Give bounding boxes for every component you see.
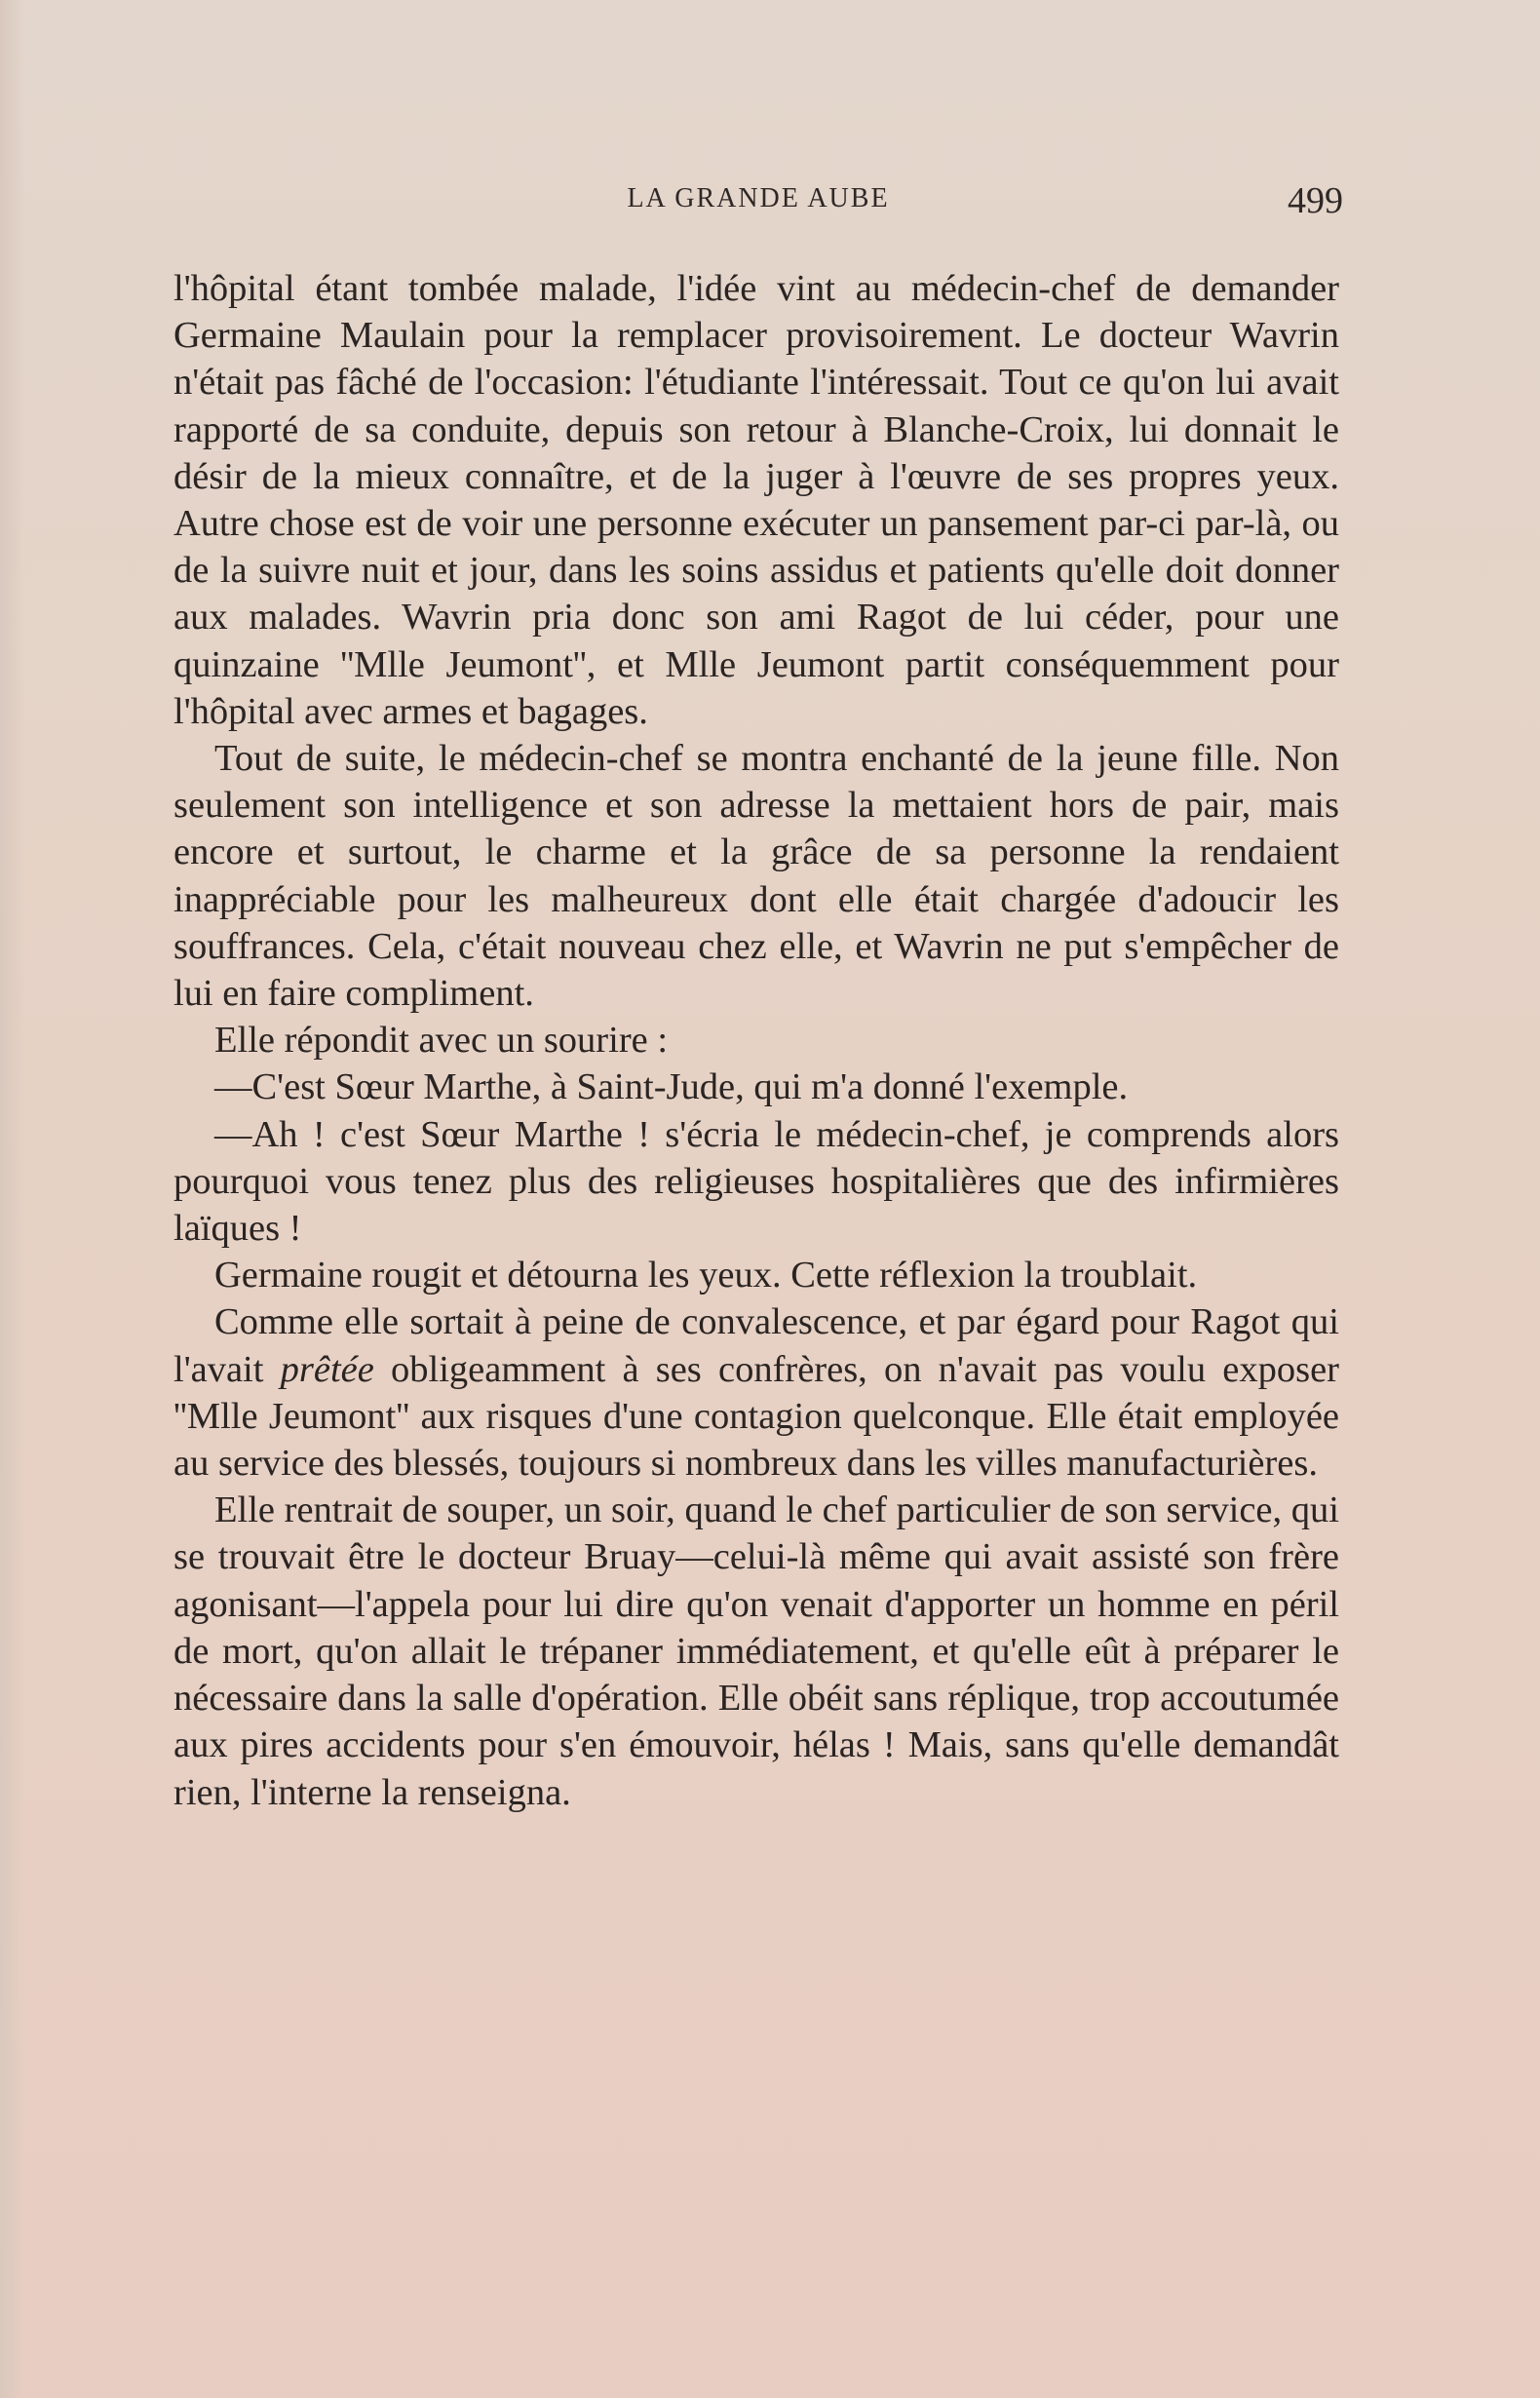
paragraph: l'hôpital étant tombée malade, l'idée vint au médecin-chef de demander Germaine Maulain pour la remplacer provisoirement. Le docteur Wavrin n'était pas fâché de l'occasion: l'étudiante l'intéressait. Tout ce qu'on lui avait rapporté de sa conduite, depuis son retour à Blanche-Croix, lui donnait le désir de la mieux connaître, et de la juger à l'œuvre de ses propres yeux. Autre chose est de voir une personne exécuter un pansement par-ci par-là, ou de la suivre nuit et jour, dans les soins assidus et patients qu'elle doit donner aux malades. Wavrin pria donc son ami Ragot de lui céder, pour une quinzaine ''Mlle Jeumont'', et Mlle Jeumont partit conséquemment pour l'hôpital avec armes et bagages. bbox=[173, 268, 1339, 732]
paragraph bbox=[173, 1298, 1339, 1487]
page-number: 499 bbox=[1288, 180, 1343, 221]
dialogue-line: —Ah ! c'est Sœur Marthe ! s'écria le médecin-chef, je comprends alors pourquoi vous tenez plus des religieuses hospitalières que des infirmières laïques ! bbox=[173, 1113, 1339, 1250]
running-head bbox=[173, 180, 1343, 222]
dialogue-line: —C'est Sœur Marthe, à Saint-Jude, qui m'a donné l'exemple. bbox=[214, 1066, 1129, 1108]
italic-word: prêtée bbox=[280, 1348, 374, 1390]
running-title: LA GRANDE AUBE bbox=[627, 183, 890, 213]
paragraph: Elle répondit avec un sourire : bbox=[214, 1020, 669, 1062]
paragraph-text: obligeamment à ses confrères, on n'avait pas voulu exposer ''Mlle Jeumont'' aux risques d'une contagion quelconque. Elle était employée au service des blessés, toujours si nombreux dans les villes manufacturières. bbox=[173, 1348, 1339, 1485]
paragraph-text: Comme elle sortait à peine de convalescence, et par égard pour Ragot qui l'avait bbox=[173, 1301, 1339, 1390]
paragraph: Germaine rougit et détourna les yeux. Cette réflexion la troublait. bbox=[214, 1255, 1198, 1296]
body-text bbox=[173, 265, 1339, 1816]
paragraph: Elle rentrait de souper, un soir, quand le chef particulier de son service, qui se trouvait être le docteur Bruay—celui-là même qui avait assisté son frère agonisant—l'appela pour lui dire qu'on venait d'apporter un homme en péril de mort, qu'on allait le trépaner immédiatement, et qu'elle eût à préparer le nécessaire dans la salle d'opération. Elle obéit sans réplique, trop accoutumée aux pires accidents pour s'en émouvoir, hélas ! Mais, sans qu'elle demandât rien, l'interne la renseigna. bbox=[173, 1489, 1339, 1813]
paragraph: Tout de suite, le médecin-chef se montra enchanté de la jeune fille. Non seulement son intelligence et son adresse la mettaient hors de pair, mais encore et surtout, le charme et la grâce de sa personne la rendaient inappréciable pour les malheureux dont elle était chargée d'adoucir les souffrances. Cela, c'était nouveau chez elle, et Wavrin ne put s'empêcher de lui en faire compliment. bbox=[173, 738, 1339, 1015]
